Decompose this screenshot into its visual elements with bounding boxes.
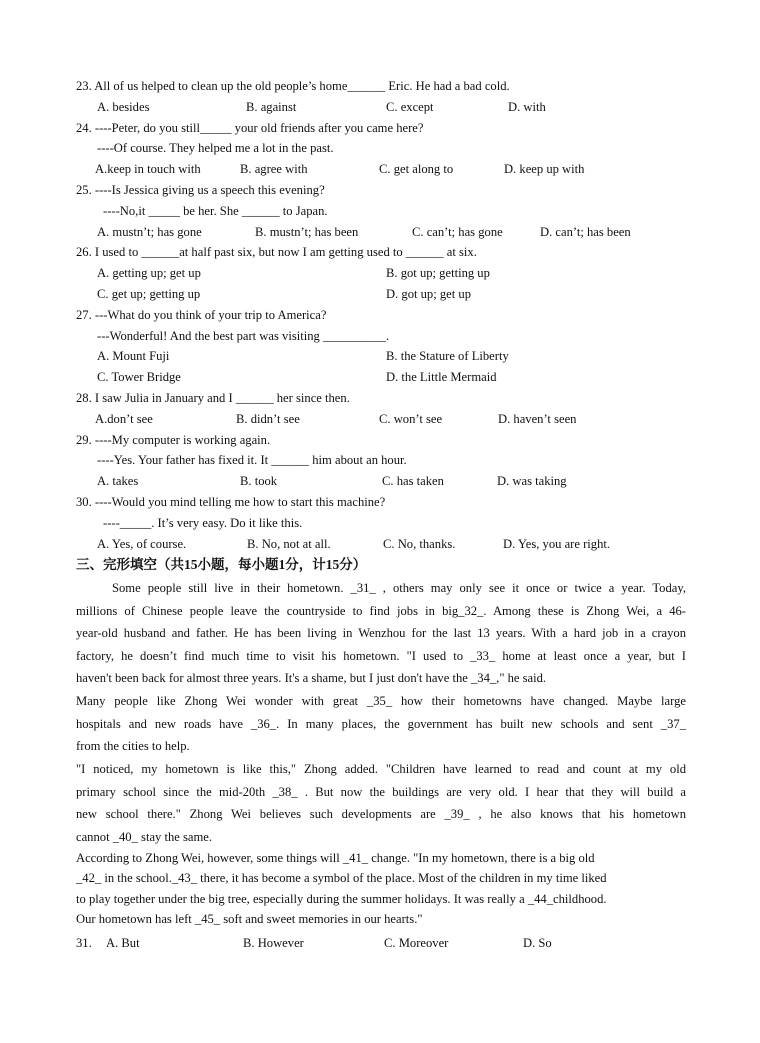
- q23-option-b: B. against: [246, 100, 297, 114]
- passage-line: haven't been back for almost three years. It's a shame, but I just don't have the _34_," he said.: [76, 671, 547, 685]
- question-26-stem: 26. I used to ______at half past six, but now I am getting used to ______ at six.: [76, 245, 477, 259]
- question-24-stem: 24. ----Peter, do you still_____ your old friends after you came here?: [76, 121, 424, 135]
- question-28-stem: 28. I saw Julia in January and I ______ her since then.: [76, 391, 350, 405]
- q30-option-a: A. Yes, of course.: [97, 537, 187, 551]
- passage-line: Our hometown has left _45_ soft and sweet memories in our hearts.": [76, 912, 423, 926]
- q30-option-b: B. No, not at all.: [247, 537, 331, 551]
- passage-line: to play together under the big tree, especially during the summer holidays. It was really a _44_childhood.: [76, 892, 607, 906]
- passage-line: new school there." Zhong Wei believes such developments are _39_ , he also knows that his hometown: [76, 807, 686, 821]
- question-29-reply: ----Yes. Your father has fixed it. It ______ him about an hour.: [97, 453, 407, 467]
- q30-option-d: D. Yes, you are right.: [503, 537, 611, 551]
- q23-option-a: A. besides: [97, 100, 150, 114]
- q29-option-d: D. was taking: [497, 474, 567, 488]
- question-30-stem: 30. ----Would you mind telling me how to start this machine?: [76, 495, 386, 509]
- question-30-reply: ----_____. It’s very easy. Do it like this.: [103, 516, 303, 530]
- q25-option-a: A. mustn’t; has gone: [97, 225, 202, 239]
- q24-option-a: A.keep in touch with: [95, 162, 201, 176]
- passage-line: According to Zhong Wei, however, some things will _41_ change. "In my hometown, there is a big old: [76, 851, 595, 865]
- q24-option-b: B. agree with: [240, 162, 308, 176]
- question-25-stem: 25. ----Is Jessica giving us a speech this evening?: [76, 183, 325, 197]
- q24-option-c: C. get along to: [379, 162, 454, 176]
- q25-option-c: C. can’t; has gone: [412, 225, 503, 239]
- passage-line: from the cities to help.: [76, 739, 190, 753]
- question-31-number: 31.: [76, 936, 92, 950]
- passage-line: millions of Chinese people leave the countryside to find jobs in big_32_. Among these is Zhong Wei, a 46-: [76, 604, 686, 618]
- passage-line: primary school since the mid-20th _38_ . But now the buildings are very old. I hear that they will build a: [76, 785, 686, 799]
- q28-option-a: A.don’t see: [95, 412, 153, 426]
- question-27-reply: ---Wonderful! And the best part was visiting __________.: [97, 329, 390, 343]
- passage-line: year-old husband and father. He has been living in Wenzhou for the last 13 years. With a hard job in a crayon: [76, 626, 686, 640]
- q29-option-c: C. has taken: [382, 474, 444, 488]
- question-23-stem: 23. All of us helped to clean up the old people’s home______ Eric. He had a bad cold.: [76, 79, 510, 93]
- q27-option-d: D. the Little Mermaid: [386, 370, 497, 384]
- passage-line: "I noticed, my hometown is like this," Zhong added. "Children have learned to read and count at my old: [76, 762, 686, 776]
- q27-option-b: B. the Stature of Liberty: [386, 349, 509, 363]
- q31-option-a: A. But: [106, 936, 140, 950]
- q28-option-c: C. won’t see: [379, 412, 443, 426]
- question-29-stem: 29. ----My computer is working again.: [76, 433, 271, 447]
- question-27-stem: 27. ---What do you think of your trip to America?: [76, 308, 327, 322]
- passage-line: _42_ in the school._43_ there, it has become a symbol of the place. Most of the children in my time liked: [76, 871, 607, 885]
- passage-line: hospitals and new roads have _36_. In many places, the government has built new schools and sent _37_: [76, 717, 686, 731]
- q31-option-b: B. However: [243, 936, 304, 950]
- q26-option-a: A. getting up; get up: [97, 266, 201, 280]
- q29-option-b: B. took: [240, 474, 278, 488]
- q28-option-d: D. haven’t seen: [498, 412, 577, 426]
- q31-option-d: D. So: [523, 936, 552, 950]
- q26-option-c: C. get up; getting up: [97, 287, 201, 301]
- q26-option-b: B. got up; getting up: [386, 266, 490, 280]
- q29-option-a: A. takes: [97, 474, 139, 488]
- passage-line: cannot _40_ stay the same.: [76, 830, 213, 844]
- q23-option-d: D. with: [508, 100, 546, 114]
- section-heading-cloze: 三、完形填空（共15小题，每小题1分，计15分）: [76, 557, 367, 572]
- question-24-reply: ----Of course. They helped me a lot in the past.: [97, 141, 334, 155]
- q25-option-b: B. mustn’t; has been: [255, 225, 359, 239]
- q23-option-c: C. except: [386, 100, 434, 114]
- passage-line: Some people still live in their hometown. _31_ , others may only see it once or twice a year. Today,: [112, 581, 686, 595]
- passage-line: Many people like Zhong Wei wonder with great _35_ how their hometowns have changed. Maybe large: [76, 694, 686, 708]
- passage-line: factory, he doesn’t find much time to visit his hometown. "I used to _33_ home at least once a year, but I: [76, 649, 686, 663]
- q25-option-d: D. can’t; has been: [540, 225, 631, 239]
- q30-option-c: C. No, thanks.: [383, 537, 456, 551]
- question-25-reply: ----No,it _____ be her. She ______ to Japan.: [103, 204, 328, 218]
- q27-option-a: A. Mount Fuji: [97, 349, 170, 363]
- q24-option-d: D. keep up with: [504, 162, 585, 176]
- q27-option-c: C. Tower Bridge: [97, 370, 181, 384]
- q28-option-b: B. didn’t see: [236, 412, 300, 426]
- q31-option-c: C. Moreover: [384, 936, 449, 950]
- q26-option-d: D. got up; get up: [386, 287, 472, 301]
